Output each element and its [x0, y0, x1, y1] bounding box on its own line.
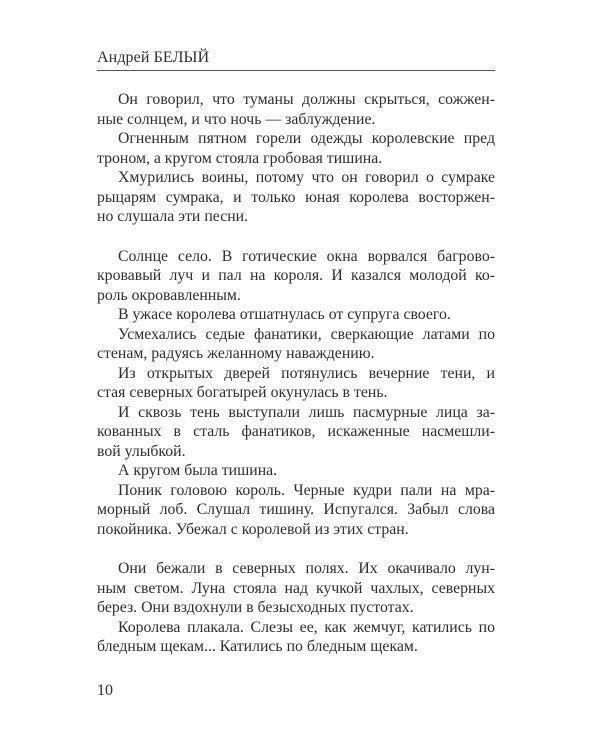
paragraph	[97, 90, 495, 129]
text-line: Солнце село. В готические окна ворвался багрово-	[118, 247, 495, 265]
text-line: Усмехались седые фанатики, сверкающие латами по	[118, 325, 495, 343]
paragraph	[97, 481, 495, 540]
text-line: Из открытых дверей потянулись вечерние тени, и	[118, 364, 495, 382]
header-rule	[97, 70, 495, 71]
text-line: но слушала эти песни.	[97, 208, 249, 225]
paragraph	[97, 305, 495, 325]
text-line: ные солнцем, и что ночь — заблуждение.	[97, 110, 376, 128]
text-line: Хмурились воины, потому что он говорил о сумраке	[118, 169, 495, 186]
running-header: Андрей БЕЛЫЙ	[97, 49, 210, 66]
paragraph	[97, 129, 495, 168]
text-line: кованных в сталь фанатиков, искаженные насмешли-	[97, 423, 495, 440]
text-line: троном, а кругом стояла гробовая тишина.	[97, 149, 383, 167]
text-line: кровавый луч и пал на короля. И казался молодой ко-	[97, 267, 495, 284]
paragraph	[97, 403, 495, 462]
text-line: Королева плакала. Слезы ее, как жемчуг, катились по	[118, 618, 495, 636]
text-line: В ужасе королева отшатнулась от супруга своего.	[118, 306, 451, 323]
page-number: 10	[97, 682, 113, 699]
text-line: Он говорил, что туманы должны скрыться, сожжен-	[118, 91, 495, 108]
section	[97, 559, 495, 657]
text-line: стая северных богатырей окунулась в тень.	[97, 384, 388, 401]
paragraph	[97, 618, 495, 657]
section-break	[97, 539, 495, 559]
text-line: морный лоб. Слушал тишину. Испугался. Забыл слова	[97, 501, 495, 518]
section	[97, 90, 495, 227]
text-line: Поник головою король. Черные кудри пали на мра-	[118, 481, 495, 499]
text-line: вой улыбкой.	[97, 442, 186, 460]
page-body	[97, 90, 495, 657]
text-line: И сквозь тень выступали лишь пасмурные лица за-	[118, 403, 495, 421]
text-line: роль окровавленным.	[97, 286, 241, 304]
section	[97, 247, 495, 540]
paragraph	[97, 247, 495, 306]
text-line: рыцарям сумрака, и только юная королева восторжен-	[97, 188, 495, 206]
paragraph	[97, 559, 495, 618]
paragraph	[97, 461, 495, 481]
text-line: бледным щекам... Катились по бледным щекам.	[97, 638, 418, 655]
text-line: ным светом. Луна стояла над кучкой чахлых, северных	[97, 579, 495, 597]
paragraph	[97, 168, 495, 227]
paragraph	[97, 364, 495, 403]
section-break	[97, 227, 495, 247]
text-line: берез. Они вздохнули в безысходных пустотах.	[97, 599, 414, 616]
text-line: Они бежали в северных полях. Их окачивало лун-	[118, 560, 495, 577]
text-line: А кругом была тишина.	[118, 462, 278, 479]
paragraph	[97, 325, 495, 364]
text-line: покойника. Убежал с королевой из этих стран.	[97, 520, 409, 538]
text-line: стенам, радуясь желанному наваждению.	[97, 345, 375, 362]
text-line: Огненным пятном горели одежды королевские пред	[118, 130, 495, 147]
